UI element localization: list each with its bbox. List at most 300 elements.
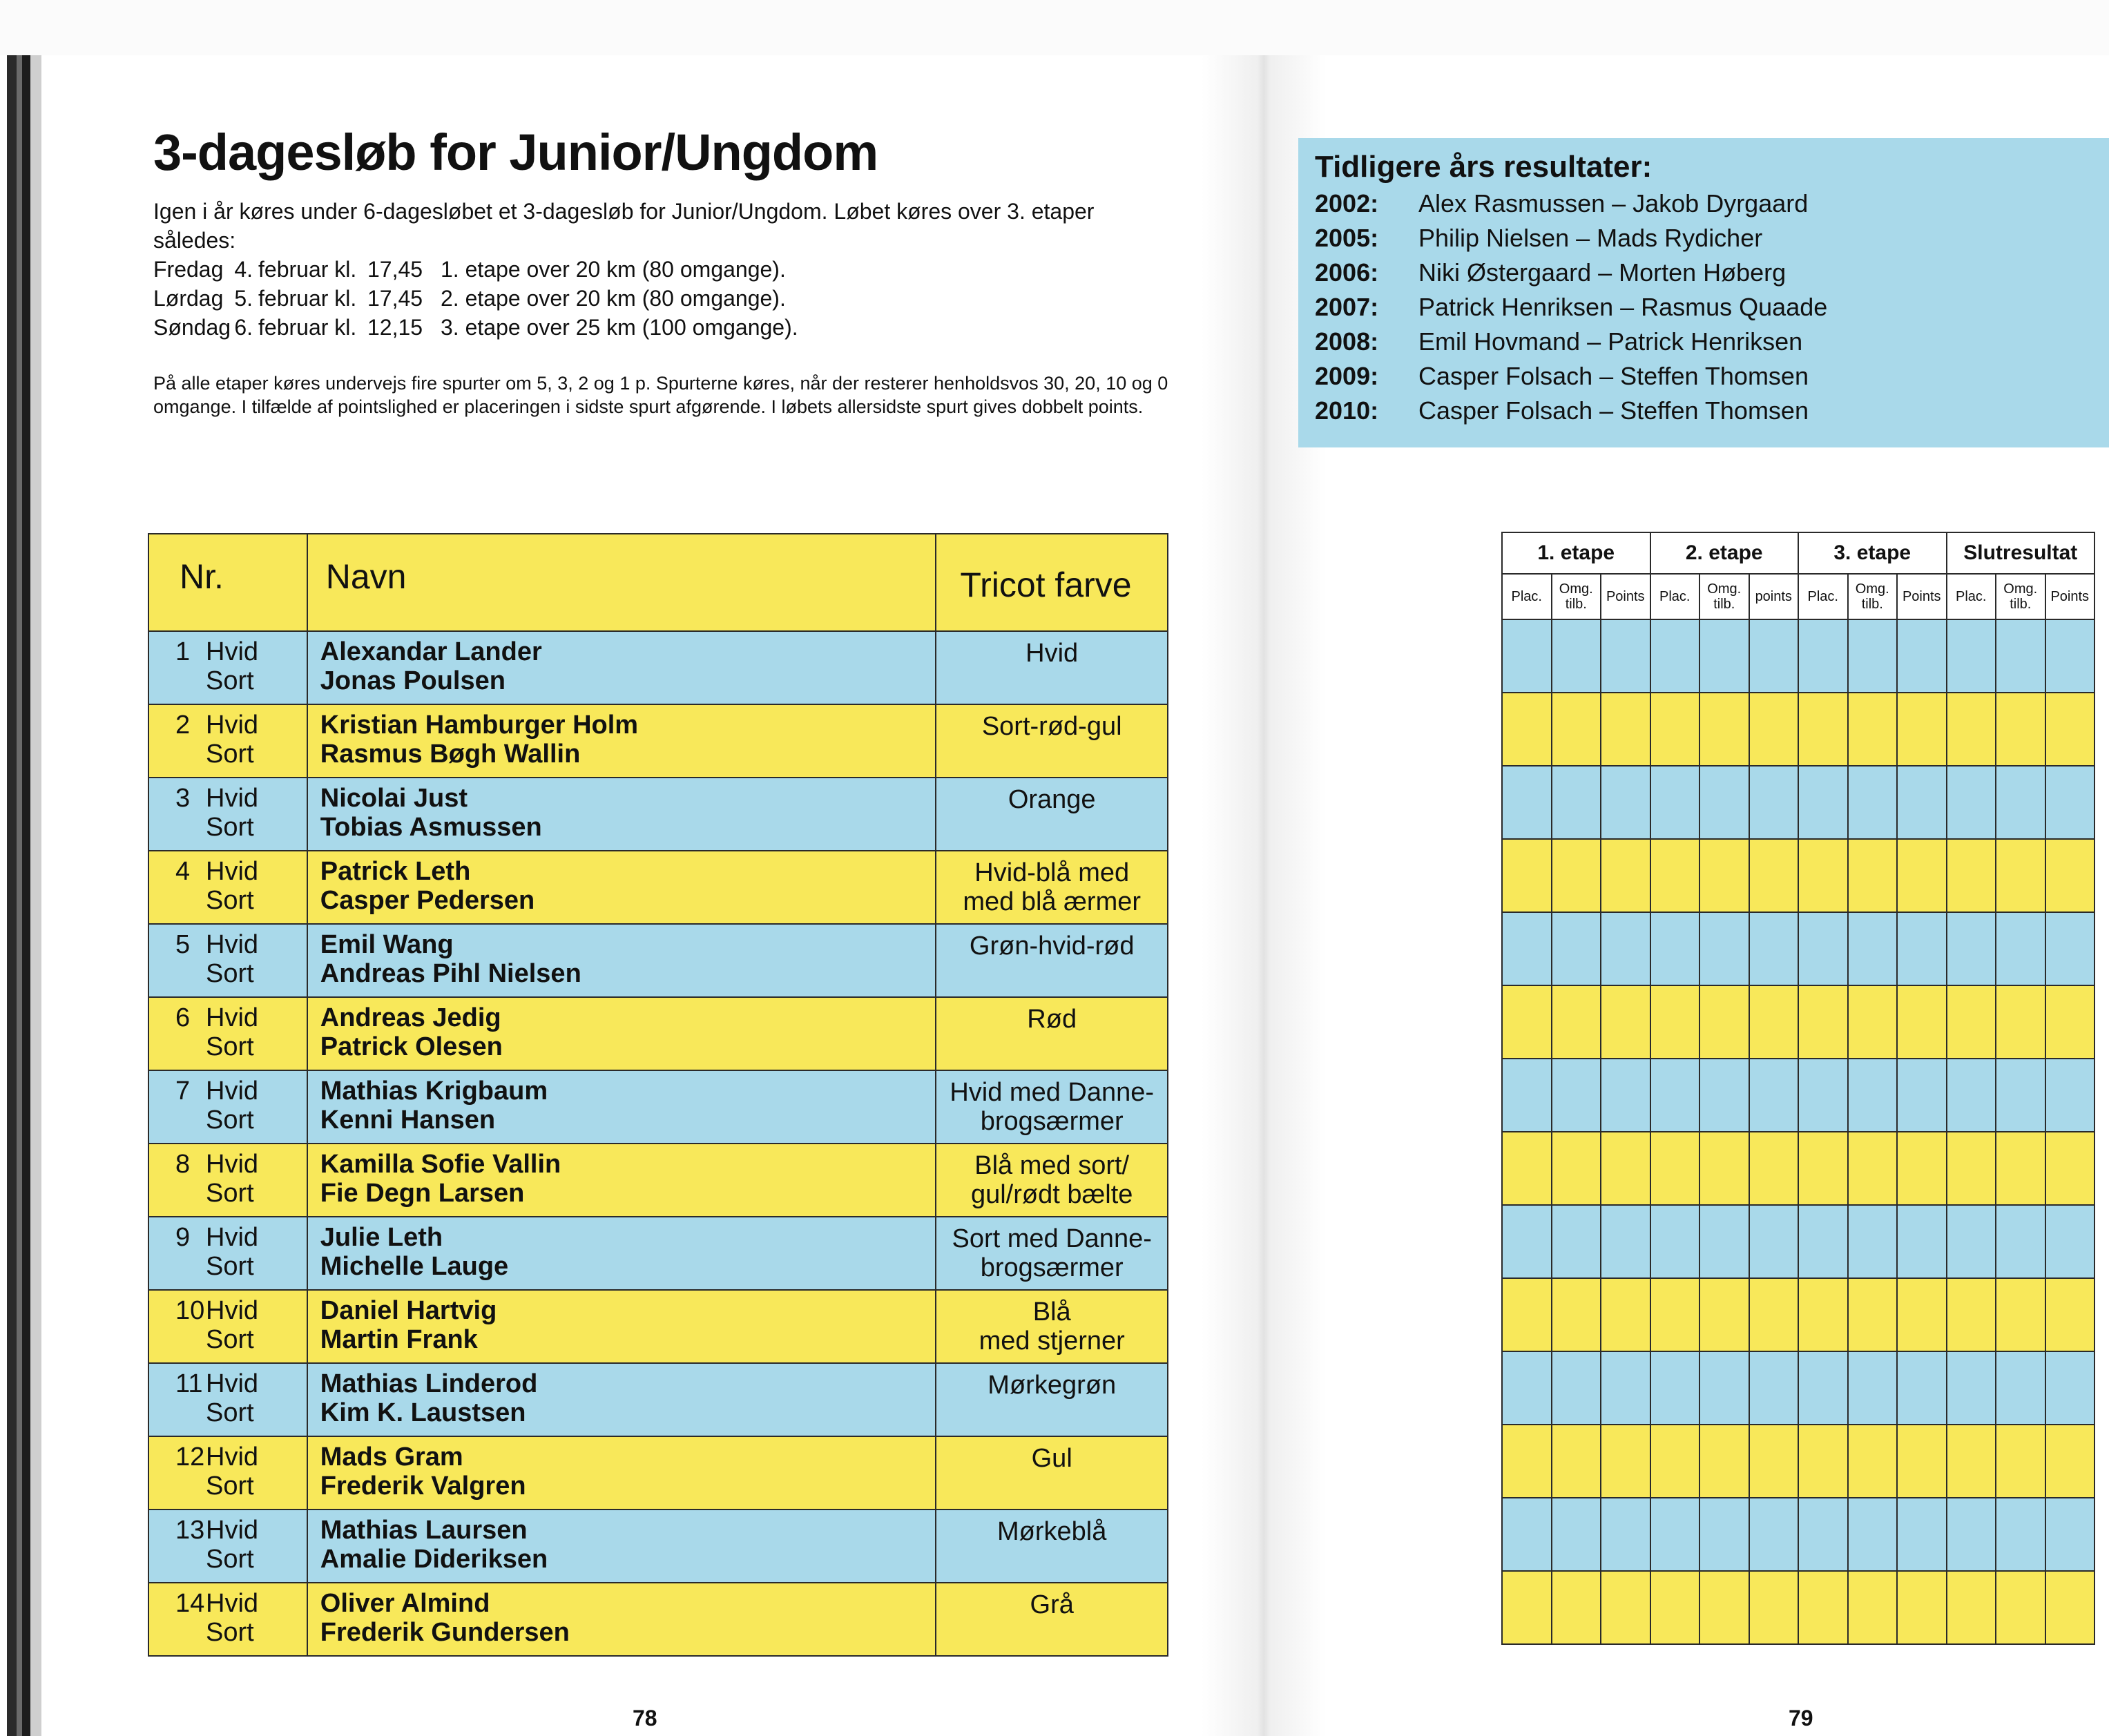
score-cell — [1749, 1132, 1799, 1205]
previous-result-row — [1315, 186, 2109, 221]
score-cell — [1798, 1498, 1848, 1571]
score-cell — [1749, 1278, 1799, 1351]
schedule-day: Fredag — [153, 257, 224, 282]
score-row — [1502, 1205, 2094, 1278]
page-number-left: 78 — [633, 1706, 657, 1730]
rider-nr-cell — [148, 1363, 307, 1436]
rider-names: Alexandar Lander Jonas Poulsen — [307, 631, 936, 704]
sprint-rules-text: På alle etaper køres undervejs fire spurter om 5, 3, 2 og 1 p. Spurterne køres, når der resterer henholdsvos 30, 20, 10 og 0 omgange. I tilfælde af pointslighed er placeringen i sidste spurt afgørende. I løbets allersidste spurt gives dobbelt points. — [153, 373, 1168, 417]
score-cell — [1947, 1351, 1996, 1425]
score-cell — [1798, 985, 1848, 1059]
rider-nr-cell — [148, 1070, 307, 1144]
table-row — [148, 1583, 1168, 1656]
score-cell — [1699, 839, 1749, 912]
schedule-time: 17,45 — [367, 286, 423, 311]
previous-result-row — [1315, 394, 2109, 428]
score-cell — [1897, 1571, 1947, 1644]
score-cell — [1650, 912, 1700, 985]
schedule-month: februar kl. — [258, 315, 357, 340]
score-cell — [1749, 1425, 1799, 1498]
rider-tricot: Sort med Danne- brogsærmer — [936, 1217, 1168, 1290]
rider-helmet-colors: Hvid Sort — [206, 784, 259, 842]
rider-names: Mads Gram Frederik Valgren — [307, 1436, 936, 1510]
score-cell — [1601, 839, 1650, 912]
score-cell — [1897, 1278, 1947, 1351]
previous-year: 2007: — [1315, 293, 1379, 321]
score-cell — [1552, 912, 1601, 985]
score-cell — [1848, 1571, 1898, 1644]
previous-result-row — [1315, 290, 2109, 325]
rider-tricot: Hvid med Danne- brogsærmer — [936, 1070, 1168, 1144]
score-cell — [1749, 619, 1799, 693]
score-cell — [1848, 985, 1898, 1059]
rider-helmet-colors: Hvid Sort — [206, 1296, 259, 1354]
score-cell — [1947, 619, 1996, 693]
score-cell — [2045, 1278, 2095, 1351]
previous-results-list — [1315, 186, 2109, 428]
rider-number: 14 — [175, 1589, 205, 1618]
score-cell — [1848, 1132, 1898, 1205]
score-cell — [1848, 619, 1898, 693]
score-cell — [1798, 1132, 1848, 1205]
page-title: 3-dagesløb for Junior/Ungdom — [153, 124, 878, 181]
score-cell — [1502, 839, 1552, 912]
score-cell — [1650, 766, 1700, 839]
score-row — [1502, 1059, 2094, 1132]
score-cell — [1552, 619, 1601, 693]
rider-tricot: Orange — [936, 778, 1168, 851]
score-cell — [1798, 619, 1848, 693]
score-cell — [1552, 839, 1601, 912]
score-cell — [1897, 839, 1947, 912]
rider-helmet-colors: Hvid Sort — [206, 930, 259, 988]
page-number-right: 79 — [1789, 1706, 1813, 1730]
rider-number: 6 — [175, 1003, 191, 1032]
score-cell — [1947, 1132, 1996, 1205]
score-cell — [1502, 1425, 1552, 1498]
score-cell — [1650, 1498, 1700, 1571]
score-cell — [1552, 1571, 1601, 1644]
rider-number: 2 — [175, 711, 191, 740]
score-cell — [1897, 693, 1947, 766]
schedule-month: februar kl. — [258, 257, 357, 282]
rider-tricot: Hvid-blå med med blå ærmer — [936, 851, 1168, 924]
score-cell — [1502, 1351, 1552, 1425]
score-cell — [1996, 1425, 2045, 1498]
schedule-month: februar kl. — [258, 286, 357, 311]
rider-helmet-colors: Hvid Sort — [206, 1369, 259, 1427]
rider-names: Emil Wang Andreas Pihl Nielsen — [307, 924, 936, 997]
rider-nr-cell — [148, 1290, 307, 1363]
score-cell — [1996, 1278, 2045, 1351]
previous-winners: Philip Nielsen – Mads Rydicher — [1418, 224, 1763, 252]
rider-names: Nicolai Just Tobias Asmussen — [307, 778, 936, 851]
schedule-date: 4. — [234, 257, 253, 282]
score-cell — [1798, 839, 1848, 912]
score-cell — [1699, 1205, 1749, 1278]
score-cell — [2045, 1425, 2095, 1498]
previous-result-row — [1315, 255, 2109, 290]
score-cell — [1897, 1351, 1947, 1425]
score-cell — [1996, 1571, 2045, 1644]
header-tricot: Tricot farve — [936, 534, 1168, 631]
rider-number: 12 — [175, 1443, 205, 1472]
rider-helmet-colors: Hvid Sort — [206, 1003, 259, 1061]
score-cell — [1749, 1059, 1799, 1132]
score-cell — [1897, 1059, 1947, 1132]
score-cell — [1848, 1498, 1898, 1571]
score-cell — [1502, 1132, 1552, 1205]
score-row — [1502, 985, 2094, 1059]
score-row — [1502, 839, 2094, 912]
score-cell — [1798, 1278, 1848, 1351]
score-cell — [1848, 1278, 1898, 1351]
score-row — [1502, 912, 2094, 985]
score-cell — [1650, 1425, 1700, 1498]
rider-nr-cell — [148, 1583, 307, 1656]
score-row — [1502, 766, 2094, 839]
rider-names: Kristian Hamburger Holm Rasmus Bøgh Wallin — [307, 704, 936, 778]
score-group-header: Slutresultat — [1947, 532, 2095, 574]
score-cell — [2045, 1571, 2095, 1644]
score-subheader: Omg. tilb. — [1699, 574, 1749, 619]
score-cell — [1552, 1059, 1601, 1132]
score-cell — [1601, 1059, 1650, 1132]
rider-number: 7 — [175, 1077, 191, 1106]
rider-nr-cell — [148, 1144, 307, 1217]
score-cell — [1947, 693, 1996, 766]
score-cell — [2045, 1351, 2095, 1425]
score-cell — [1552, 1205, 1601, 1278]
score-cell — [1650, 985, 1700, 1059]
score-cell — [2045, 839, 2095, 912]
table-row — [148, 631, 1168, 704]
schedule-row — [153, 284, 798, 313]
score-cell — [1848, 1205, 1898, 1278]
schedule-date: 5. — [234, 286, 253, 311]
book-spine-edge — [7, 55, 41, 1736]
score-subheader: Plac. — [1947, 574, 1996, 619]
score-cell — [1650, 1278, 1700, 1351]
table-row — [148, 851, 1168, 924]
score-cell — [2045, 693, 2095, 766]
rider-number: 10 — [175, 1296, 205, 1325]
rider-nr-cell — [148, 997, 307, 1070]
score-cell — [1947, 1571, 1996, 1644]
score-row — [1502, 1278, 2094, 1351]
score-cell — [2045, 1205, 2095, 1278]
score-cell — [1601, 619, 1650, 693]
rider-nr-cell — [148, 631, 307, 704]
rider-names: Mathias Krigbaum Kenni Hansen — [307, 1070, 936, 1144]
score-cell — [1798, 912, 1848, 985]
schedule-stage: 1. etape over 20 km (80 omgange). — [441, 257, 786, 282]
rider-names: Daniel Hartvig Martin Frank — [307, 1290, 936, 1363]
table-row — [148, 1070, 1168, 1144]
score-cell — [1848, 912, 1898, 985]
score-cell — [1848, 839, 1898, 912]
rider-number: 3 — [175, 784, 191, 813]
score-cell — [2045, 1498, 2095, 1571]
score-cell — [1650, 1205, 1700, 1278]
score-cell — [1848, 1425, 1898, 1498]
score-cell — [1749, 1498, 1799, 1571]
rider-number: 5 — [175, 930, 191, 959]
previous-results-title: Tidligere års resultater: — [1315, 150, 1653, 184]
score-cell — [1996, 985, 2045, 1059]
score-cell — [1996, 1132, 2045, 1205]
score-cell — [1601, 766, 1650, 839]
score-cell — [1996, 693, 2045, 766]
score-cell — [1650, 1351, 1700, 1425]
score-row — [1502, 619, 2094, 693]
score-cell — [1502, 1498, 1552, 1571]
previous-winners: Alex Rasmussen – Jakob Dyrgaard — [1418, 189, 1809, 218]
previous-results-box — [1298, 138, 2109, 447]
header-nr: Nr. — [148, 534, 307, 631]
score-cell — [1552, 766, 1601, 839]
score-cell — [1947, 912, 1996, 985]
score-cell — [1502, 1059, 1552, 1132]
score-row — [1502, 1132, 2094, 1205]
score-cell — [1897, 1498, 1947, 1571]
rider-names: Mathias Linderod Kim K. Laustsen — [307, 1363, 936, 1436]
score-cell — [1552, 1425, 1601, 1498]
score-cell — [1502, 766, 1552, 839]
rider-nr-cell — [148, 1217, 307, 1290]
previous-result-row — [1315, 221, 2109, 255]
table-row — [148, 1290, 1168, 1363]
score-cell — [1601, 1571, 1650, 1644]
rider-table — [148, 533, 1168, 1657]
rider-names: Patrick Leth Casper Pedersen — [307, 851, 936, 924]
score-row — [1502, 1425, 2094, 1498]
score-cell — [1650, 1571, 1700, 1644]
score-cell — [1947, 1425, 1996, 1498]
score-cell — [1848, 693, 1898, 766]
score-cell — [1897, 1132, 1947, 1205]
score-cell — [1601, 1132, 1650, 1205]
previous-year: 2006: — [1315, 258, 1379, 287]
score-cell — [1798, 1571, 1848, 1644]
score-cell — [1502, 985, 1552, 1059]
score-cell — [1848, 766, 1898, 839]
score-cell — [1798, 1425, 1848, 1498]
score-cell — [1502, 912, 1552, 985]
table-row — [148, 1510, 1168, 1583]
rider-number: 1 — [175, 637, 191, 666]
score-cell — [1798, 766, 1848, 839]
rider-tricot: Grå — [936, 1583, 1168, 1656]
rider-names: Mathias Laursen Amalie Dideriksen — [307, 1510, 936, 1583]
rider-nr-cell — [148, 778, 307, 851]
score-row — [1502, 1571, 2094, 1644]
score-cell — [1897, 1205, 1947, 1278]
score-subheader: points — [1749, 574, 1799, 619]
score-cell — [1699, 693, 1749, 766]
score-cell — [1601, 1205, 1650, 1278]
rider-tricot: Blå med stjerner — [936, 1290, 1168, 1363]
rider-number: 11 — [175, 1369, 203, 1398]
score-cell — [1502, 619, 1552, 693]
table-row — [148, 924, 1168, 997]
schedule-day: Lørdag — [153, 286, 224, 311]
score-cell — [1897, 766, 1947, 839]
rider-tricot: Mørkeblå — [936, 1510, 1168, 1583]
previous-winners: Casper Folsach – Steffen Thomsen — [1418, 396, 1809, 425]
previous-year: 2005: — [1315, 224, 1379, 252]
score-row — [1502, 1498, 2094, 1571]
score-cell — [1749, 985, 1799, 1059]
table-row — [148, 1144, 1168, 1217]
rider-number: 13 — [175, 1516, 205, 1545]
score-cell — [1552, 1498, 1601, 1571]
rider-nr-cell — [148, 1436, 307, 1510]
score-cell — [1897, 912, 1947, 985]
score-cell — [2045, 766, 2095, 839]
score-group-header: 3. etape — [1798, 532, 1947, 574]
score-cell — [1749, 1571, 1799, 1644]
score-cell — [1996, 912, 2045, 985]
scan-top-edge — [0, 0, 2109, 55]
rider-helmet-colors: Hvid Sort — [206, 1223, 259, 1281]
score-cell — [1502, 1205, 1552, 1278]
score-cell — [1699, 1571, 1749, 1644]
score-cell — [1699, 912, 1749, 985]
score-cell — [2045, 985, 2095, 1059]
score-cell — [1650, 693, 1700, 766]
score-cell — [1552, 985, 1601, 1059]
schedule-stage: 2. etape over 20 km (80 omgange). — [441, 286, 786, 311]
schedule-day: Søndag — [153, 315, 231, 340]
score-cell — [1699, 985, 1749, 1059]
score-subheader: Omg. tilb. — [1848, 574, 1898, 619]
table-row — [148, 997, 1168, 1070]
rider-names: Oliver Almind Frederik Gundersen — [307, 1583, 936, 1656]
score-cell — [1699, 1498, 1749, 1571]
score-row — [1502, 693, 2094, 766]
score-cell — [1947, 985, 1996, 1059]
score-cell — [1996, 1351, 2045, 1425]
score-cell — [1897, 1425, 1947, 1498]
score-cell — [1552, 693, 1601, 766]
score-subheader: Points — [2045, 574, 2095, 619]
score-cell — [1650, 839, 1700, 912]
rider-tricot: Sort-rød-gul — [936, 704, 1168, 778]
score-cell — [1699, 1351, 1749, 1425]
score-cell — [1749, 912, 1799, 985]
score-subheader: Plac. — [1798, 574, 1848, 619]
rider-number: 9 — [175, 1223, 191, 1252]
rider-helmet-colors: Hvid Sort — [206, 1443, 259, 1501]
score-cell — [1798, 1205, 1848, 1278]
rider-tricot: Blå med sort/ gul/rødt bælte — [936, 1144, 1168, 1217]
rider-helmet-colors: Hvid Sort — [206, 1077, 259, 1135]
schedule-stage: 3. etape over 25 km (100 omgange). — [441, 315, 798, 340]
rider-names: Kamilla Sofie Vallin Fie Degn Larsen — [307, 1144, 936, 1217]
score-cell — [1601, 1425, 1650, 1498]
schedule-time: 17,45 — [367, 257, 423, 282]
rider-helmet-colors: Hvid Sort — [206, 857, 259, 915]
score-cell — [1650, 619, 1700, 693]
score-cell — [1699, 1425, 1749, 1498]
score-cell — [1502, 693, 1552, 766]
score-cell — [2045, 912, 2095, 985]
rider-names: Julie Leth Michelle Lauge — [307, 1217, 936, 1290]
rider-number: 4 — [175, 857, 191, 886]
score-row — [1502, 1351, 2094, 1425]
previous-year: 2002: — [1315, 189, 1379, 218]
score-cell — [1699, 1132, 1749, 1205]
score-cell — [1947, 766, 1996, 839]
table-row — [148, 1436, 1168, 1510]
previous-winners: Casper Folsach – Steffen Thomsen — [1418, 362, 1809, 390]
score-cell — [1699, 1278, 1749, 1351]
table-row — [148, 778, 1168, 851]
score-cell — [1848, 1059, 1898, 1132]
score-cell — [1601, 985, 1650, 1059]
score-cell — [1897, 985, 1947, 1059]
rider-tricot: Gul — [936, 1436, 1168, 1510]
score-cell — [1798, 1059, 1848, 1132]
score-cell — [1699, 619, 1749, 693]
score-cell — [1601, 912, 1650, 985]
score-group-header: 1. etape — [1502, 532, 1650, 574]
previous-winners: Patrick Henriksen – Rasmus Quaade — [1418, 293, 1828, 321]
score-cell — [1749, 1351, 1799, 1425]
rider-tricot: Grøn-hvid-rød — [936, 924, 1168, 997]
score-cell — [1947, 1278, 1996, 1351]
score-cell — [1749, 693, 1799, 766]
previous-year: 2008: — [1315, 327, 1379, 356]
score-cell — [1749, 1205, 1799, 1278]
schedule-row — [153, 313, 798, 342]
score-cell — [1552, 1351, 1601, 1425]
rider-nr-cell — [148, 704, 307, 778]
score-cell — [1897, 619, 1947, 693]
rider-helmet-colors: Hvid Sort — [206, 637, 259, 695]
table-row — [148, 704, 1168, 778]
score-cell — [1947, 1498, 1996, 1571]
score-cell — [1601, 1278, 1650, 1351]
score-cell — [1996, 619, 2045, 693]
score-cell — [1699, 1059, 1749, 1132]
schedule-time: 12,15 — [367, 315, 423, 340]
score-cell — [1699, 766, 1749, 839]
rider-nr-cell — [148, 1510, 307, 1583]
rider-tricot: Hvid — [936, 631, 1168, 704]
score-cell — [1947, 1205, 1996, 1278]
score-subheader: Plac. — [1502, 574, 1552, 619]
rider-helmet-colors: Hvid Sort — [206, 1516, 259, 1574]
rider-tricot: Mørkegrøn — [936, 1363, 1168, 1436]
score-cell — [1601, 1498, 1650, 1571]
score-subheader: Omg. tilb. — [1552, 574, 1601, 619]
score-cell — [2045, 1059, 2095, 1132]
score-table — [1501, 532, 2095, 1645]
rider-helmet-colors: Hvid Sort — [206, 1150, 259, 1208]
score-cell — [1601, 1351, 1650, 1425]
stage-schedule — [153, 255, 798, 342]
score-subheader: Points — [1897, 574, 1947, 619]
score-cell — [1947, 839, 1996, 912]
score-cell — [1650, 1059, 1700, 1132]
intro-text: Igen i år køres under 6-dagesløbet et 3-dagesløb for Junior/Ungdom. Løbet køres over 3. etaper således: — [153, 199, 1095, 253]
score-cell — [1650, 1132, 1700, 1205]
score-cell — [2045, 619, 2095, 693]
score-cell — [1798, 1351, 1848, 1425]
score-group-header: 2. etape — [1650, 532, 1799, 574]
